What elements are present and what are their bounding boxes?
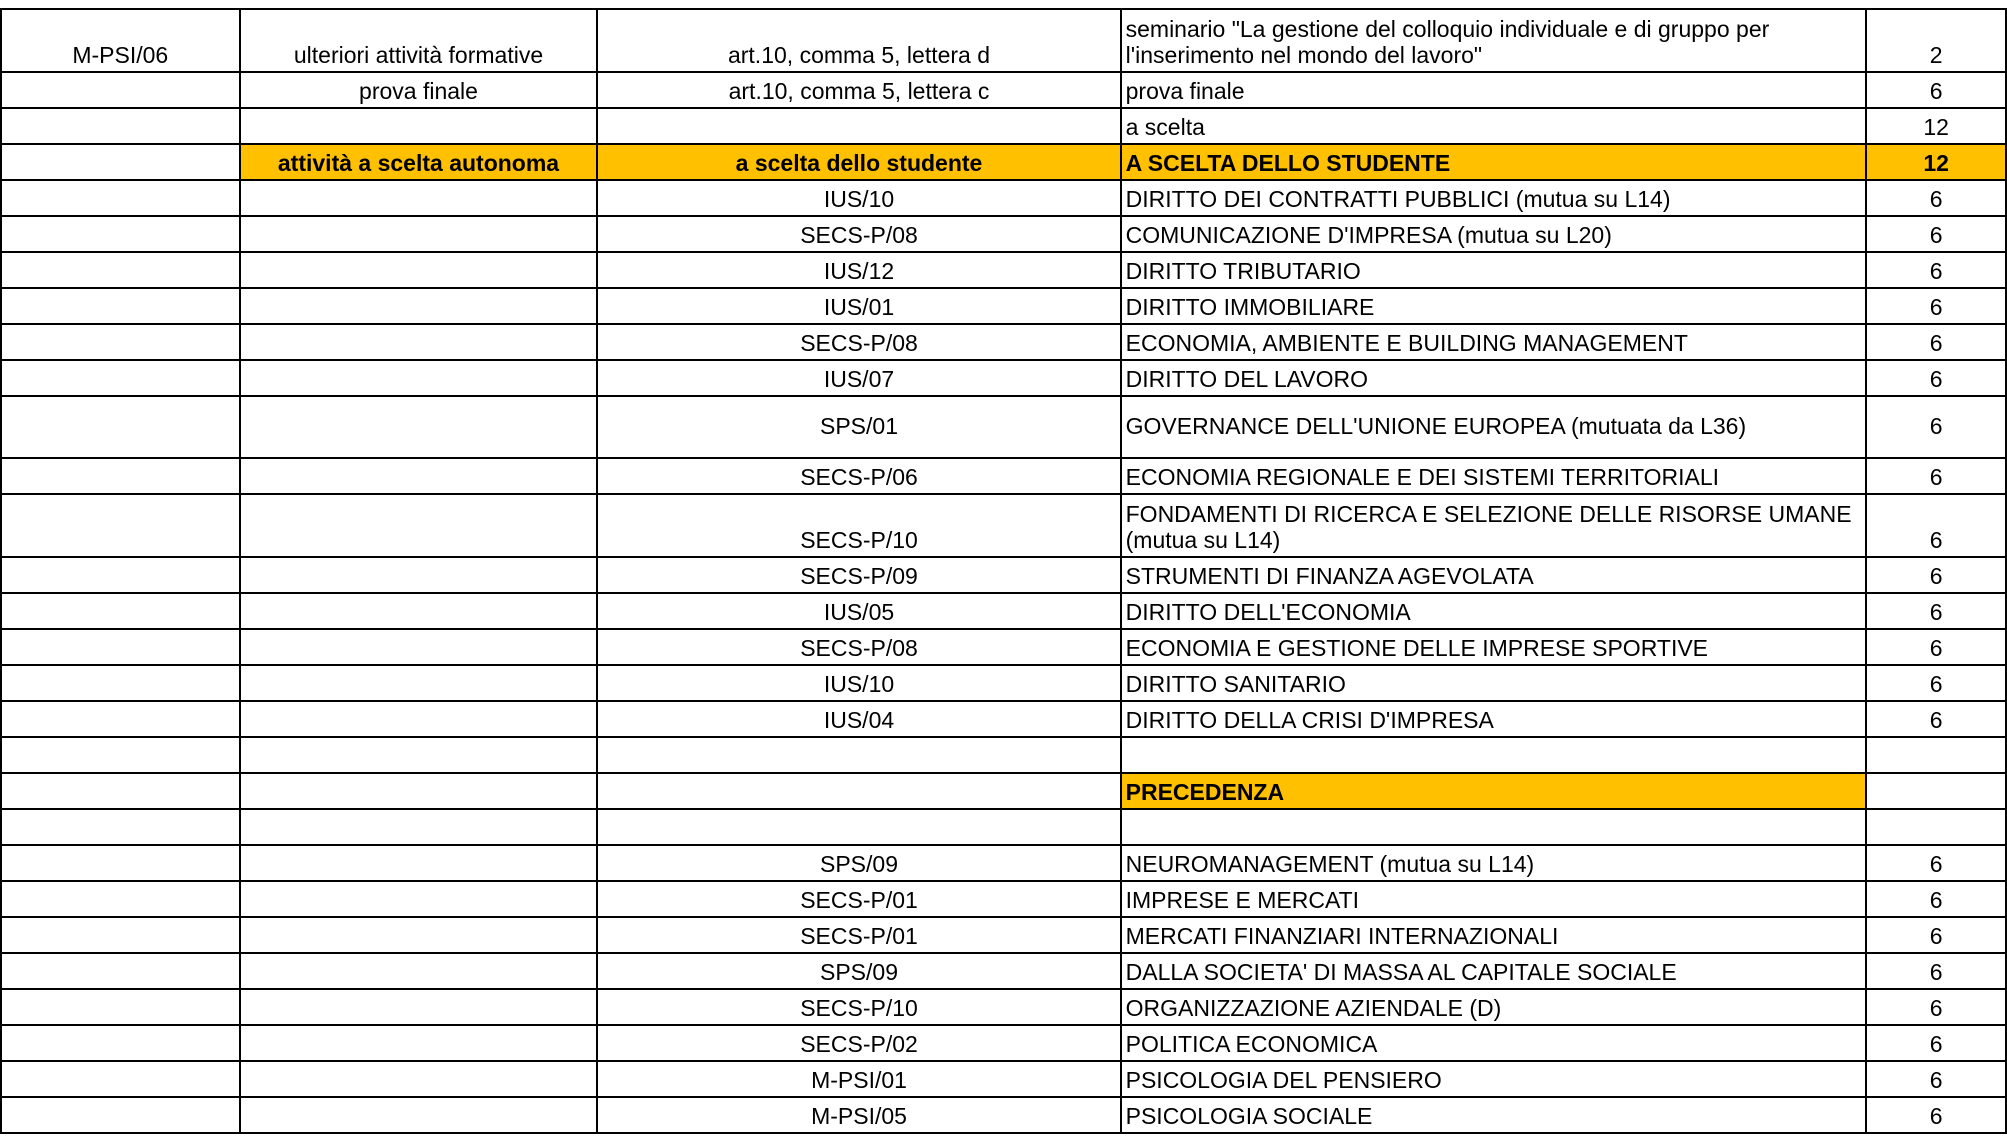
cell-article: SECS-P/08: [597, 324, 1120, 360]
cell-course-name: STRUMENTI DI FINANZA AGEVOLATA: [1121, 557, 1867, 593]
cell-sector-code: [1, 665, 240, 701]
cell-credits: 6: [1866, 1025, 2006, 1061]
cell-activity-type: [240, 396, 598, 458]
cell-article: SECS-P/10: [597, 494, 1120, 557]
cell-credits: 6: [1866, 396, 2006, 458]
cell-article: IUS/07: [597, 360, 1120, 396]
cell-activity-type: [240, 881, 598, 917]
cell-article: IUS/01: [597, 288, 1120, 324]
table-row: [1, 1097, 2006, 1133]
cell-course-name: DIRITTO DEL LAVORO: [1121, 360, 1867, 396]
cell-course-name: DIRITTO SANITARIO: [1121, 665, 1867, 701]
cell-credits: 6: [1866, 72, 2006, 108]
curriculum-table-body: [1, 9, 2006, 1133]
cell-sector-code: [1, 324, 240, 360]
cell-course-name: ORGANIZZAZIONE AZIENDALE (D): [1121, 989, 1867, 1025]
table-row: [1, 1061, 2006, 1097]
cell-sector-code: [1, 809, 240, 845]
cell-activity-type: [240, 1025, 598, 1061]
cell-course-name: NEUROMANAGEMENT (mutua su L14): [1121, 845, 1867, 881]
cell-article: IUS/12: [597, 252, 1120, 288]
table-row: [1, 288, 2006, 324]
cell-article: SECS-P/01: [597, 917, 1120, 953]
cell-activity-type: [240, 360, 598, 396]
cell-course-name: seminario "La gestione del colloquio individuale e di gruppo per l'inserimento nel mondo del lavoro": [1121, 9, 1867, 72]
cell-sector-code: [1, 458, 240, 494]
table-row: [1, 773, 2006, 809]
cell-credits: 6: [1866, 1061, 2006, 1097]
cell-credits: 6: [1866, 989, 2006, 1025]
table-row: [1, 881, 2006, 917]
cell-course-name: ECONOMIA REGIONALE E DEI SISTEMI TERRITORIALI: [1121, 458, 1867, 494]
table-row: [1, 593, 2006, 629]
cell-sector-code: [1, 629, 240, 665]
cell-sector-code: [1, 737, 240, 773]
table-row: [1, 180, 2006, 216]
cell-activity-type: attività a scelta autonoma: [240, 144, 598, 180]
cell-activity-type: [240, 1097, 598, 1133]
cell-course-name: IMPRESE E MERCATI: [1121, 881, 1867, 917]
cell-course-name: FONDAMENTI DI RICERCA E SELEZIONE DELLE RISORSE UMANE (mutua su L14): [1121, 494, 1867, 557]
cell-sector-code: [1, 180, 240, 216]
cell-credits: 6: [1866, 629, 2006, 665]
cell-activity-type: [240, 773, 598, 809]
cell-sector-code: [1, 360, 240, 396]
cell-credits: 6: [1866, 360, 2006, 396]
table-row: [1, 494, 2006, 557]
cell-course-name: DIRITTO DEI CONTRATTI PUBBLICI (mutua su L14): [1121, 180, 1867, 216]
cell-article: M-PSI/05: [597, 1097, 1120, 1133]
cell-course-name: POLITICA ECONOMICA: [1121, 1025, 1867, 1061]
cell-credits: 6: [1866, 557, 2006, 593]
cell-course-name: PSICOLOGIA DEL PENSIERO: [1121, 1061, 1867, 1097]
cell-activity-type: [240, 216, 598, 252]
cell-activity-type: [240, 288, 598, 324]
cell-sector-code: [1, 144, 240, 180]
cell-article: IUS/10: [597, 665, 1120, 701]
table-row: [1, 701, 2006, 737]
cell-activity-type: [240, 737, 598, 773]
cell-sector-code: [1, 773, 240, 809]
cell-sector-code: [1, 1025, 240, 1061]
cell-activity-type: [240, 989, 598, 1025]
cell-course-name: [1121, 737, 1867, 773]
cell-article: SECS-P/08: [597, 216, 1120, 252]
cell-activity-type: [240, 458, 598, 494]
cell-article: SECS-P/06: [597, 458, 1120, 494]
cell-course-name: ECONOMIA E GESTIONE DELLE IMPRESE SPORTIVE: [1121, 629, 1867, 665]
cell-course-name: DIRITTO DELL'ECONOMIA: [1121, 593, 1867, 629]
section-heading-precedenza: PRECEDENZA: [1121, 773, 1867, 809]
cell-article: IUS/10: [597, 180, 1120, 216]
cell-course-name: PSICOLOGIA SOCIALE: [1121, 1097, 1867, 1133]
table-row: [1, 396, 2006, 458]
cell-article: SPS/09: [597, 953, 1120, 989]
cell-credits: 6: [1866, 917, 2006, 953]
cell-article: [597, 108, 1120, 144]
cell-course-name: DIRITTO IMMOBILIARE: [1121, 288, 1867, 324]
cell-credits: 6: [1866, 1097, 2006, 1133]
cell-article: [597, 773, 1120, 809]
cell-credits: 6: [1866, 494, 2006, 557]
curriculum-table: [0, 8, 2007, 1134]
cell-article: art.10, comma 5, lettera c: [597, 72, 1120, 108]
cell-activity-type: [240, 845, 598, 881]
cell-sector-code: [1, 1061, 240, 1097]
cell-credits: 6: [1866, 458, 2006, 494]
table-row: [1, 629, 2006, 665]
cell-activity-type: [240, 180, 598, 216]
cell-sector-code: [1, 72, 240, 108]
cell-sector-code: [1, 953, 240, 989]
cell-article: [597, 737, 1120, 773]
table-row: [1, 845, 2006, 881]
cell-credits: 6: [1866, 953, 2006, 989]
cell-activity-type: [240, 701, 598, 737]
cell-credits: 6: [1866, 252, 2006, 288]
cell-course-name: a scelta: [1121, 108, 1867, 144]
cell-activity-type: [240, 917, 598, 953]
cell-activity-type: [240, 494, 598, 557]
cell-credits: 6: [1866, 665, 2006, 701]
cell-sector-code: [1, 108, 240, 144]
cell-credits: 6: [1866, 324, 2006, 360]
table-row: [1, 989, 2006, 1025]
cell-activity-type: [240, 593, 598, 629]
cell-sector-code: [1, 494, 240, 557]
cell-article: IUS/05: [597, 593, 1120, 629]
cell-sector-code: M-PSI/06: [1, 9, 240, 72]
cell-sector-code: [1, 252, 240, 288]
cell-sector-code: [1, 881, 240, 917]
table-row-empty: [1, 737, 2006, 773]
cell-activity-type: [240, 809, 598, 845]
cell-article: SECS-P/01: [597, 881, 1120, 917]
cell-article: art.10, comma 5, lettera d: [597, 9, 1120, 72]
cell-article: SPS/09: [597, 845, 1120, 881]
cell-sector-code: [1, 701, 240, 737]
cell-course-name: MERCATI FINANZIARI INTERNAZIONALI: [1121, 917, 1867, 953]
table-row-empty: [1, 809, 2006, 845]
cell-credits: 6: [1866, 216, 2006, 252]
cell-course-name: DIRITTO DELLA CRISI D'IMPRESA: [1121, 701, 1867, 737]
cell-credits: 6: [1866, 593, 2006, 629]
cell-activity-type: [240, 1061, 598, 1097]
table-row: [1, 1025, 2006, 1061]
cell-article: IUS/04: [597, 701, 1120, 737]
cell-sector-code: [1, 1097, 240, 1133]
cell-activity-type: prova finale: [240, 72, 598, 108]
cell-credits: 6: [1866, 288, 2006, 324]
table-row: [1, 458, 2006, 494]
cell-sector-code: [1, 557, 240, 593]
table-row: [1, 360, 2006, 396]
cell-article: [597, 809, 1120, 845]
cell-article: SECS-P/09: [597, 557, 1120, 593]
cell-sector-code: [1, 917, 240, 953]
cell-course-name: COMUNICAZIONE D'IMPRESA (mutua su L20): [1121, 216, 1867, 252]
table-row: [1, 665, 2006, 701]
table-row: [1, 917, 2006, 953]
table-row: [1, 557, 2006, 593]
cell-article: SPS/01: [597, 396, 1120, 458]
cell-course-name: DALLA SOCIETA' DI MASSA AL CAPITALE SOCIALE: [1121, 953, 1867, 989]
cell-credits: 6: [1866, 845, 2006, 881]
section-heading-a-scelta: A SCELTA DELLO STUDENTE: [1121, 144, 1867, 180]
cell-credits: 12: [1866, 108, 2006, 144]
table-row: [1, 108, 2006, 144]
table-row: [1, 953, 2006, 989]
cell-activity-type: [240, 557, 598, 593]
cell-course-name: prova finale: [1121, 72, 1867, 108]
cell-course-name: [1121, 809, 1867, 845]
cell-sector-code: [1, 396, 240, 458]
cell-activity-type: [240, 665, 598, 701]
cell-credits: 6: [1866, 701, 2006, 737]
cell-course-name: ECONOMIA, AMBIENTE E BUILDING MANAGEMENT: [1121, 324, 1867, 360]
cell-article: M-PSI/01: [597, 1061, 1120, 1097]
cell-article: SECS-P/02: [597, 1025, 1120, 1061]
cell-article: SECS-P/08: [597, 629, 1120, 665]
cell-sector-code: [1, 845, 240, 881]
table-row: [1, 144, 2006, 180]
table-row: [1, 324, 2006, 360]
cell-credits: 12: [1866, 144, 2006, 180]
cell-credits: 6: [1866, 881, 2006, 917]
cell-course-name: GOVERNANCE DELL'UNIONE EUROPEA (mutuata da L36): [1121, 396, 1867, 458]
table-row: [1, 72, 2006, 108]
cell-sector-code: [1, 216, 240, 252]
cell-article: SECS-P/10: [597, 989, 1120, 1025]
cell-activity-type: [240, 629, 598, 665]
cell-course-name: DIRITTO TRIBUTARIO: [1121, 252, 1867, 288]
cell-credits: 2: [1866, 9, 2006, 72]
cell-activity-type: [240, 252, 598, 288]
cell-credits: [1866, 809, 2006, 845]
cell-sector-code: [1, 288, 240, 324]
cell-credits: [1866, 737, 2006, 773]
cell-activity-type: [240, 324, 598, 360]
cell-sector-code: [1, 593, 240, 629]
table-row: [1, 216, 2006, 252]
cell-article: a scelta dello studente: [597, 144, 1120, 180]
table-row: [1, 252, 2006, 288]
cell-sector-code: [1, 989, 240, 1025]
cell-credits: 6: [1866, 180, 2006, 216]
table-row: [1, 9, 2006, 72]
cell-activity-type: [240, 108, 598, 144]
cell-activity-type: ulteriori attività formative: [240, 9, 598, 72]
cell-credits: [1866, 773, 2006, 809]
cell-activity-type: [240, 953, 598, 989]
